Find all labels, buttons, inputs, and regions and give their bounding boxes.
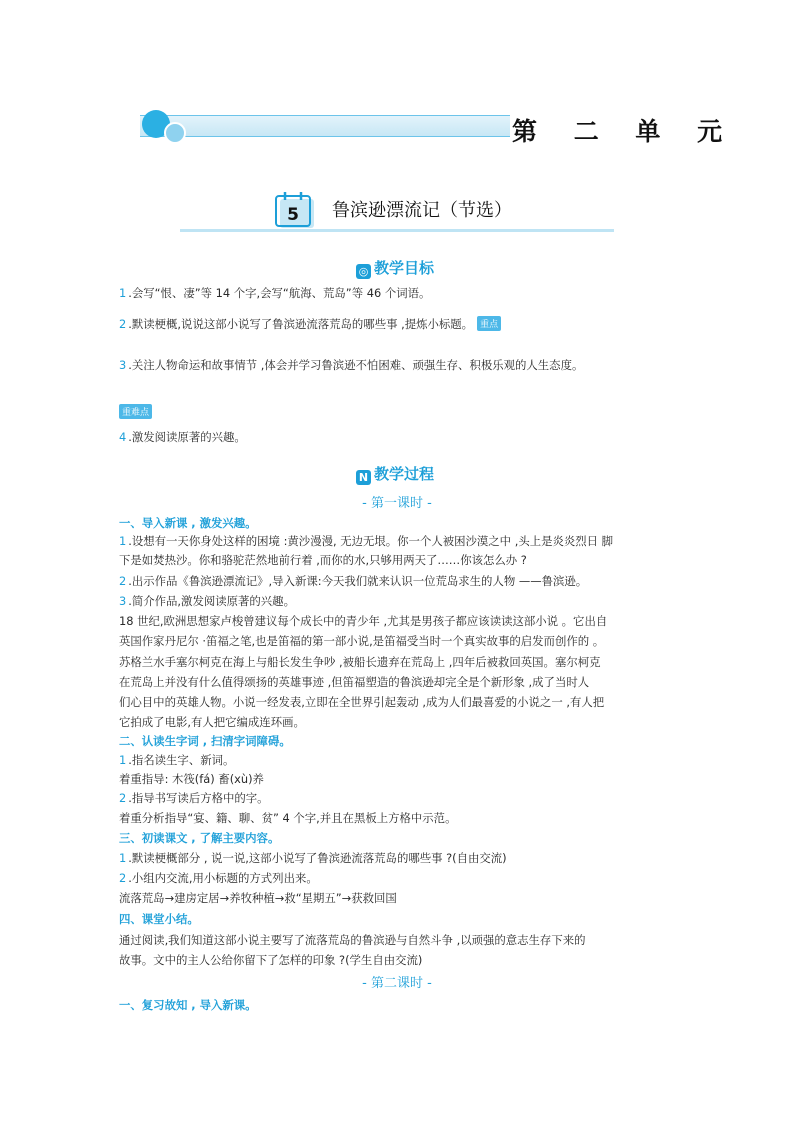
decorative-circle [164, 122, 186, 144]
item-number: 4 [119, 430, 127, 444]
text-line [119, 654, 601, 670]
item-number: 2 [119, 791, 127, 805]
item-text: .激发阅读原著的兴趣。 [128, 430, 246, 444]
period-label: - 第一课时 - [362, 496, 432, 511]
list-item [119, 429, 246, 445]
unit-title: 第 二 单 元 [512, 117, 737, 146]
section-subheading [119, 515, 257, 531]
item-number: 2 [119, 871, 127, 885]
item-text: .会写“恨、凄”等 14 个字,会写“航海、荒岛”等 46 个词语。 [128, 286, 431, 300]
item-number: 3 [119, 358, 127, 372]
text-line [119, 694, 604, 710]
period-label: - 第二课时 - [362, 976, 432, 991]
process-heading [356, 463, 434, 485]
line-text: 下是如焚热沙。你和骆驼茫然地前行着 ,而你的水,只够用两天了……你该怎么办 ? [119, 553, 527, 567]
line-text: 一、导入新课 , 激发兴趣。 [119, 516, 257, 530]
line-text: 一、复习故知 , 导入新课。 [119, 998, 257, 1012]
line-text: .指名读生字、新词。 [128, 753, 235, 767]
line-text: 苏格兰水手塞尔柯克在海上与船长发生争吵 ,被船长遗弃在荒岛上 ,四年后被救回英国。塞尔柯克 [119, 655, 601, 669]
difficulty-badge: 重难点 [119, 404, 152, 419]
text-line [119, 850, 507, 866]
line-text: 通过阅读,我们知道这部小说主要写了流落荒岛的鲁滨逊与自然斗争 ,以顽强的意志生存下来的 [119, 933, 586, 947]
divider [180, 229, 614, 232]
text-line [119, 573, 587, 589]
lesson-title: 鲁滨逊漂流记（节选） [332, 200, 512, 221]
line-text: 流落荒岛→建房定居→养牧种植→救“星期五”→获救回国 [119, 891, 397, 905]
line-text: .小组内交流,用小标题的方式列出来。 [128, 871, 318, 885]
text-line [119, 952, 422, 968]
line-text: .设想有一天你身处这样的困境 :黄沙漫漫, 无边无垠。你一个人被困沙漠之中 ,头上是炎炎烈日 脚 [128, 534, 614, 548]
text-line [119, 752, 234, 768]
item-number: 1 [119, 753, 127, 767]
calendar-icon [274, 190, 314, 228]
line-text: .默读梗概部分 , 说一说,这部小说写了鲁滨逊流落荒岛的哪些事 ?(自由交流) [128, 851, 507, 865]
list-item [119, 404, 152, 419]
line-text: 们心目中的英雄人物。小说一经发表,立即在全世界引起轰动 ,成为人们最喜爱的小说之一 ,有人把 [119, 695, 605, 709]
line-text: .简介作品,激发阅读原著的兴趣。 [128, 594, 295, 608]
line-text: 它拍成了电影,有人把它编成连环画。 [119, 715, 305, 729]
text-line [119, 810, 456, 826]
item-number: 1 [119, 534, 127, 548]
line-text: .出示作品《鲁滨逊漂流记》,导入新课:今天我们就来认识一位荒岛求生的人物 ——鲁滨逊。 [128, 574, 588, 588]
section-subheading [119, 997, 257, 1013]
line-text: 四、课堂小结。 [119, 912, 199, 926]
list-item [119, 285, 430, 301]
item-text: .关注人物命运和故事情节 ,体会并学习鲁滨逊不怕困难、顽强生存、积极乐观的人生态度。 [128, 358, 584, 372]
objectives-heading-label: 教学目标 [374, 259, 435, 277]
text-line [119, 613, 607, 629]
target-icon: ◎ [356, 264, 371, 279]
line-text: 着重指导: 木筏(fá) 畜(xù)养 [119, 772, 264, 786]
text-line [119, 593, 295, 609]
line-text: 英国作家丹尼尔 ·笛福之笔,也是笛福的第一部小说,是笛福受当时一个真实故事的启发而创作的 。 [119, 634, 605, 648]
line-text: 三、初读课文 , 了解主要内容。 [119, 831, 280, 845]
line-text: 故事。文中的主人公给你留下了怎样的印象 ?(学生自由交流) [119, 953, 423, 967]
objectives-heading [356, 257, 434, 279]
line-text: 着重分析指导“宴、籍、聊、贫” 4 个字,并且在黑板上方格中示范。 [119, 811, 457, 825]
item-text: .默读梗概,说说这部小说写了鲁滨逊流落荒岛的哪些事 ,提炼小标题。 [128, 317, 474, 331]
text-line [119, 771, 264, 787]
text-line [119, 633, 604, 649]
item-number: 3 [119, 594, 127, 608]
text-line [119, 552, 527, 568]
list-item [119, 316, 501, 332]
line-text: 18 世纪,欧洲思想家卢梭曾建议每个成长中的青少年 ,尤其是男孩子都应该读读这部小说 。它出自 [119, 614, 608, 628]
text-line [119, 790, 269, 806]
text-line [119, 533, 613, 549]
item-number: 1 [119, 286, 127, 300]
section-subheading [119, 911, 199, 927]
item-number: 2 [119, 574, 127, 588]
item-number: 1 [119, 851, 127, 865]
process-icon: N [356, 470, 371, 485]
text-line [119, 890, 397, 906]
section-subheading [119, 830, 279, 846]
list-item [119, 357, 583, 373]
key-point-badge: 重点 [477, 316, 501, 331]
line-text: 二、认读生字词 , 扫清字词障碍。 [119, 734, 291, 748]
text-line [119, 674, 589, 690]
text-line [119, 714, 305, 730]
line-text: .指导书写读后方格中的字。 [128, 791, 269, 805]
line-text: 在荒岛上并没有什么值得颂扬的英雄事迹 ,但笛福塑造的鲁滨逊却完全是个新形象 ,成了当时人 [119, 675, 590, 689]
item-number: 2 [119, 317, 127, 331]
text-line [119, 870, 318, 886]
text-line [119, 932, 586, 948]
lesson-number: 5 [287, 205, 299, 225]
process-heading-label: 教学过程 [374, 465, 435, 483]
section-subheading [119, 733, 291, 749]
unit-banner-bar [140, 115, 510, 137]
